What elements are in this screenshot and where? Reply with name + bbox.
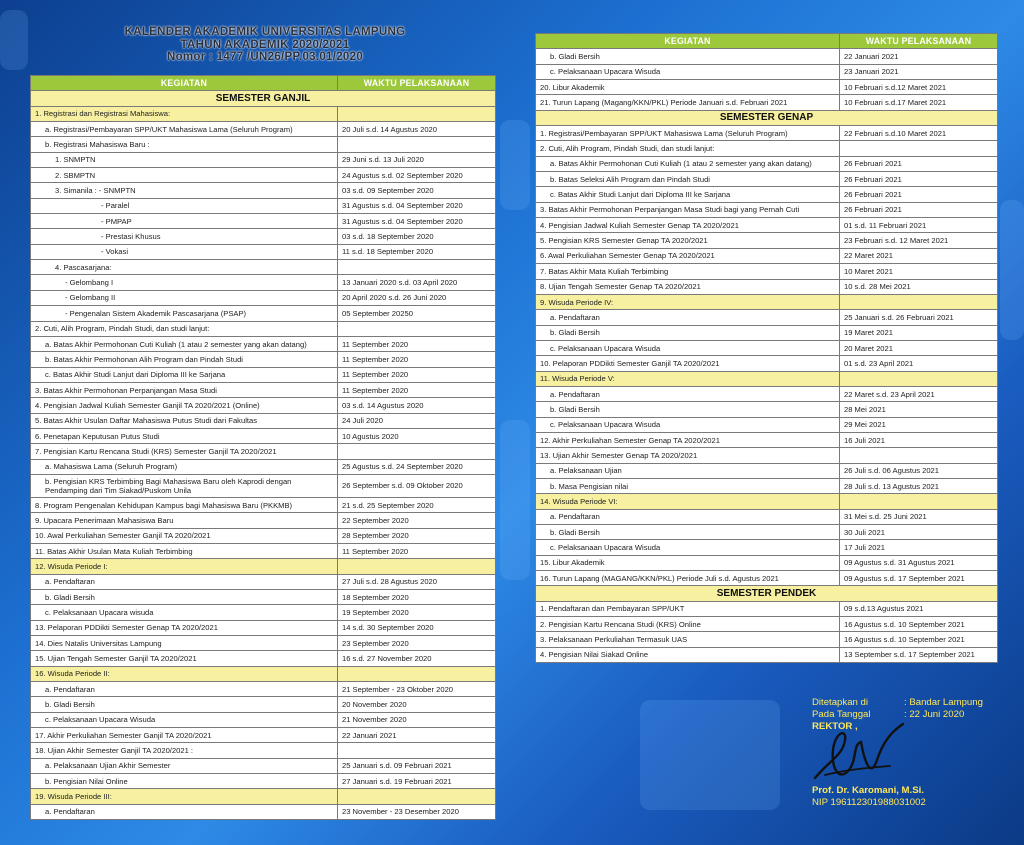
activity-cell: 6. Penetapan Keputusan Putus Studi — [31, 428, 338, 443]
activity-cell: b. Registrasi Mahasiswa Baru : — [31, 137, 338, 152]
table-row — [31, 306, 496, 321]
date-cell — [840, 294, 998, 309]
date-cell: 22 Maret 2021 — [840, 248, 998, 263]
date-cell: 22 September 2020 — [338, 513, 496, 528]
table-row — [31, 367, 496, 382]
activity-cell: c. Pelaksanaan Upacara Wisuda — [31, 712, 338, 727]
activity-cell: 15. Libur Akademik — [536, 555, 840, 570]
date-cell — [840, 494, 998, 509]
activity-cell: c. Pelaksanaan Upacara wisuda — [31, 605, 338, 620]
date-cell: 26 Februari 2021 — [840, 172, 998, 187]
background-tile — [640, 700, 780, 810]
date-cell — [338, 321, 496, 336]
table-row — [536, 601, 998, 616]
date-cell: 03 s.d. 14 Agustus 2020 — [338, 398, 496, 413]
date-cell: 26 Februari 2021 — [840, 187, 998, 202]
date-cell: 09 Agustus s.d. 31 Agustus 2021 — [840, 555, 998, 570]
activity-cell: 13. Ujian Akhir Semester Genap TA 2020/2021 — [536, 448, 840, 463]
activity-cell: b. Pengisian Nilai Online — [31, 774, 338, 789]
table-row — [31, 122, 496, 137]
table-row — [31, 336, 496, 351]
table-row — [31, 168, 496, 183]
semester-heading-row — [31, 91, 496, 106]
date-cell: 18 September 2020 — [338, 590, 496, 605]
table-row — [31, 728, 496, 743]
date-cell: 11 September 2020 — [338, 367, 496, 382]
date-cell: 17 Juli 2021 — [840, 540, 998, 555]
activity-cell: 9. Wisuda Periode IV: — [536, 294, 840, 309]
activity-cell: 15. Ujian Tengah Semester Ganjil TA 2020/2021 — [31, 651, 338, 666]
date-cell — [338, 444, 496, 459]
date-cell: 21 November 2020 — [338, 712, 496, 727]
table-row — [31, 352, 496, 367]
table-row — [536, 279, 998, 294]
activity-cell: 1. Registrasi/Pembayaran SPP/UKT Mahasiswa Lama (Seluruh Program) — [536, 126, 840, 141]
rector-block — [812, 785, 926, 809]
date-cell: 20 Maret 2021 — [840, 340, 998, 355]
table-row — [536, 509, 998, 524]
date-cell: 31 Mei s.d. 25 Juni 2021 — [840, 509, 998, 524]
date-cell: 31 Agustus s.d. 04 September 2020 — [338, 214, 496, 229]
table-row — [536, 172, 998, 187]
table-row — [31, 152, 496, 167]
date-cell: 28 September 2020 — [338, 528, 496, 543]
date-cell: 21 September - 23 Oktober 2020 — [338, 682, 496, 697]
semester-heading: SEMESTER GANJIL — [31, 91, 496, 106]
activity-cell: c. Pelaksanaan Upacara Wisuda — [536, 417, 840, 432]
activity-cell: a. Pendaftaran — [536, 310, 840, 325]
background-tile — [1000, 200, 1024, 340]
date-cell — [338, 106, 496, 121]
activity-cell: a. Pendaftaran — [536, 509, 840, 524]
activity-cell: 14. Dies Natalis Universitas Lampung — [31, 636, 338, 651]
table-row — [31, 244, 496, 259]
date-cell: 10 Februari s.d.17 Maret 2021 — [840, 95, 998, 110]
table-header-row — [31, 76, 496, 91]
activity-cell: b. Gladi Bersih — [536, 325, 840, 340]
activity-cell: c. Pelaksanaan Upacara Wisuda — [536, 64, 840, 79]
table-row — [536, 156, 998, 171]
activity-cell: b. Gladi Bersih — [31, 697, 338, 712]
semester-heading: SEMESTER GENAP — [536, 110, 998, 125]
activity-cell: c. Batas Akhir Studi Lanjut dari Diploma III ke Sarjana — [31, 367, 338, 382]
table-row — [31, 459, 496, 474]
activity-cell: 4. Pengisian Nilai Siakad Online — [536, 647, 840, 662]
date-cell: 26 Juli s.d. 06 Agustus 2021 — [840, 463, 998, 478]
background-tile — [500, 120, 530, 210]
date-cell: 24 Agustus s.d. 02 September 2020 — [338, 168, 496, 183]
date-cell: 01 s.d. 11 Februari 2021 — [840, 218, 998, 233]
date-cell: 31 Agustus s.d. 04 September 2020 — [338, 198, 496, 213]
table-row — [536, 571, 998, 586]
handwritten-signature-icon — [805, 720, 915, 790]
table-row — [31, 666, 496, 681]
table-row — [31, 620, 496, 635]
date-cell: 28 Mei 2021 — [840, 402, 998, 417]
activity-cell: - Prestasi Khusus — [31, 229, 338, 244]
activity-cell: 9. Upacara Penerimaan Mahasiswa Baru — [31, 513, 338, 528]
activity-cell: 5. Batas Akhir Usulan Daftar Mahasiswa Putus Studi dari Fakultas — [31, 413, 338, 428]
table-row — [536, 494, 998, 509]
date-cell: 27 Januari s.d. 19 Februari 2021 — [338, 774, 496, 789]
activity-cell: 3. Pelaksanaan Perkuliahan Termasuk UAS — [536, 632, 840, 647]
date-cell: 10 Maret 2021 — [840, 264, 998, 279]
activity-cell: 10. Pelaporan PDDikti Semester Ganjil TA 2020/2021 — [536, 356, 840, 371]
date-cell — [840, 448, 998, 463]
activity-cell: - Vokasi — [31, 244, 338, 259]
table-row — [31, 774, 496, 789]
date-cell: 19 Maret 2021 — [840, 325, 998, 340]
activity-cell: 8. Ujian Tengah Semester Genap TA 2020/2021 — [536, 279, 840, 294]
table-row — [31, 474, 496, 497]
table-row — [536, 540, 998, 555]
rector-role: REKTOR , — [812, 721, 858, 732]
table-row — [536, 49, 998, 64]
date-cell: 30 Juli 2021 — [840, 525, 998, 540]
activity-cell: a. Pelaksanaan Ujian — [536, 463, 840, 478]
date-cell — [338, 559, 496, 574]
table-row — [31, 290, 496, 305]
date-cell: 29 Mei 2021 — [840, 417, 998, 432]
activity-cell: 18. Ujian Akhir Semester Ganjil TA 2020/2021 : — [31, 743, 338, 758]
activity-cell: 20. Libur Akademik — [536, 80, 840, 95]
activity-cell: 4. Pengisian Jadwal Kuliah Semester Genap TA 2020/2021 — [536, 218, 840, 233]
table-row — [31, 528, 496, 543]
activity-cell: - Gelombang I — [31, 275, 338, 290]
table-row — [536, 141, 998, 156]
table-header-row — [536, 34, 998, 49]
table-row — [31, 214, 496, 229]
date-cell: 27 Juli s.d. 28 Agustus 2020 — [338, 574, 496, 589]
table-row — [31, 697, 496, 712]
date-cell: 28 Juli s.d. 13 Agustus 2021 — [840, 478, 998, 493]
table-row — [536, 325, 998, 340]
date-cell: 10 Agustus 2020 — [338, 428, 496, 443]
date-cell: 01 s.d. 23 April 2021 — [840, 356, 998, 371]
table-row — [31, 682, 496, 697]
place-value: : Bandar Lampung — [904, 697, 983, 708]
date-cell — [840, 371, 998, 386]
activity-cell: b. Batas Seleksi Alih Program dan Pindah Studi — [536, 172, 840, 187]
date-cell: 22 Januari 2021 — [338, 728, 496, 743]
table-row — [31, 413, 496, 428]
column-header-time: WAKTU PELAKSANAAN — [338, 76, 496, 91]
date-cell: 20 Juli s.d. 14 Agustus 2020 — [338, 122, 496, 137]
activity-cell: 2. Cuti, Alih Program, Pindah Studi, dan studi lanjut: — [31, 321, 338, 336]
date-cell: 24 Juli 2020 — [338, 413, 496, 428]
date-cell: 10 s.d. 28 Mei 2021 — [840, 279, 998, 294]
activity-cell: 16. Wisuda Periode II: — [31, 666, 338, 681]
table-row — [536, 340, 998, 355]
date-cell: 29 Juni s.d. 13 Juli 2020 — [338, 152, 496, 167]
table-row — [536, 310, 998, 325]
date-value: : 22 Juni 2020 — [904, 709, 965, 720]
table-row — [31, 605, 496, 620]
date-cell: 26 Februari 2021 — [840, 156, 998, 171]
table-row — [536, 233, 998, 248]
table-row — [536, 463, 998, 478]
date-cell: 09 Agustus s.d. 17 September 2021 — [840, 571, 998, 586]
table-row — [536, 647, 998, 662]
header-academic-year: TAHUN AKADEMIK 2020/2021 — [180, 38, 350, 51]
date-cell: 11 September 2020 — [338, 382, 496, 397]
table-row — [31, 636, 496, 651]
activity-cell: 17. Akhir Perkuliahan Semester Ganjil TA 2020/2021 — [31, 728, 338, 743]
table-row — [536, 356, 998, 371]
date-cell: 05 September 20250 — [338, 306, 496, 321]
date-cell: 16 Agustus s.d. 10 September 2021 — [840, 632, 998, 647]
date-cell: 03 s.d. 09 September 2020 — [338, 183, 496, 198]
date-cell: 19 September 2020 — [338, 605, 496, 620]
table-row — [536, 202, 998, 217]
date-cell: 03 s.d. 18 September 2020 — [338, 229, 496, 244]
date-cell — [338, 743, 496, 758]
background-tile — [500, 420, 530, 580]
table-row — [536, 432, 998, 447]
activity-cell: a. Batas Akhir Permohonan Cuti Kuliah (1 atau 2 semester yang akan datang) — [536, 156, 840, 171]
date-cell: 13 September s.d. 17 September 2021 — [840, 647, 998, 662]
background-tile — [0, 10, 28, 70]
calendar-table-left — [30, 75, 496, 820]
table-row — [31, 444, 496, 459]
date-cell: 14 s.d. 30 September 2020 — [338, 620, 496, 635]
activity-cell: 6. Awal Perkuliahan Semester Genap TA 2020/2021 — [536, 248, 840, 263]
date-cell — [338, 666, 496, 681]
table-row — [31, 543, 496, 558]
activity-cell: 10. Awal Perkuliahan Semester Ganjil TA 2020/2021 — [31, 528, 338, 543]
table-row — [536, 294, 998, 309]
column-header-activity: KEGIATAN — [31, 76, 338, 91]
activity-cell: c. Pelaksanaan Upacara Wisuda — [536, 540, 840, 555]
document-header — [30, 26, 500, 64]
table-row — [536, 64, 998, 79]
date-cell: 22 Januari 2021 — [840, 49, 998, 64]
activity-cell: 8. Program Pengenalan Kehidupan Kampus bagi Mahasiswa Baru (PKKMB) — [31, 497, 338, 512]
activity-cell: 4. Pascasarjana: — [31, 260, 338, 275]
table-row — [31, 804, 496, 819]
date-cell: 21 s.d. 25 September 2020 — [338, 497, 496, 512]
activity-cell: 12. Akhir Perkuliahan Semester Genap TA 2020/2021 — [536, 432, 840, 447]
date-cell: 16 s.d. 27 November 2020 — [338, 651, 496, 666]
date-cell — [840, 141, 998, 156]
activity-cell: a. Pendaftaran — [536, 386, 840, 401]
activity-cell: 2. SBMPTN — [31, 168, 338, 183]
table-row — [31, 743, 496, 758]
table-row — [536, 95, 998, 110]
activity-cell: - Gelombang II — [31, 290, 338, 305]
date-cell: 20 April 2020 s.d. 26 Juni 2020 — [338, 290, 496, 305]
activity-cell: 19. Wisuda Periode III: — [31, 789, 338, 804]
header-number: Nomor : 1477 /UN26/PP.03.01/2020 — [166, 51, 364, 63]
activity-cell: a. Pendaftaran — [31, 804, 338, 819]
table-row — [536, 187, 998, 202]
activity-cell: 11. Batas Akhir Usulan Mata Kuliah Terbimbing — [31, 543, 338, 558]
header-title: KALENDER AKADEMIK UNIVERSITAS LAMPUNG — [124, 26, 406, 38]
activity-cell: 2. Pengisian Kartu Rencana Studi (KRS) Online — [536, 617, 840, 632]
date-cell: 25 Agustus s.d. 24 September 2020 — [338, 459, 496, 474]
column-header-activity: KEGIATAN — [536, 34, 840, 49]
table-row — [31, 513, 496, 528]
date-cell: 11 September 2020 — [338, 543, 496, 558]
table-row — [536, 402, 998, 417]
activity-cell: 12. Wisuda Periode I: — [31, 559, 338, 574]
activity-cell: - Paralel — [31, 198, 338, 213]
date-cell: 20 November 2020 — [338, 697, 496, 712]
semester-heading: SEMESTER PENDEK — [536, 586, 998, 601]
date-cell — [338, 260, 496, 275]
date-cell: 23 November - 23 Desember 2020 — [338, 804, 496, 819]
date-cell: 25 Januari s.d. 26 Februari 2021 — [840, 310, 998, 325]
table-row — [536, 525, 998, 540]
table-row — [31, 260, 496, 275]
date-cell: 11 September 2020 — [338, 336, 496, 351]
table-row — [536, 417, 998, 432]
table-row — [31, 712, 496, 727]
date-cell: 26 Februari 2021 — [840, 202, 998, 217]
activity-cell: 3. Batas Akhir Permohonan Perpanjangan Masa Studi — [31, 382, 338, 397]
activity-cell: 3. Simanila : - SNMPTN — [31, 183, 338, 198]
table-row — [536, 218, 998, 233]
table-row — [536, 632, 998, 647]
activity-cell: a. Pelaksanaan Ujian Akhir Semester — [31, 758, 338, 773]
table-row — [31, 198, 496, 213]
activity-cell: b. Gladi Bersih — [536, 49, 840, 64]
activity-cell: b. Pengisian KRS Terbimbing Bagi Mahasiswa Baru oleh Kaprodi dengan Pendamping dari Tim Siakad/Puskom Unila — [31, 474, 338, 497]
table-row — [31, 106, 496, 121]
table-row — [31, 590, 496, 605]
date-cell: 16 Juli 2021 — [840, 432, 998, 447]
table-row — [31, 183, 496, 198]
activity-cell: - PMPAP — [31, 214, 338, 229]
calendar-table-right — [535, 33, 998, 663]
date-cell: 13 Januari 2020 s.d. 03 April 2020 — [338, 275, 496, 290]
activity-cell: c. Pelaksanaan Upacara Wisuda — [536, 340, 840, 355]
table-row — [536, 617, 998, 632]
table-row — [31, 382, 496, 397]
date-cell: 22 Februari s.d.10 Maret 2021 — [840, 126, 998, 141]
activity-cell: b. Gladi Bersih — [536, 525, 840, 540]
table-row — [31, 651, 496, 666]
date-cell: 25 Januari s.d. 09 Februari 2021 — [338, 758, 496, 773]
activity-cell: 1. SNMPTN — [31, 152, 338, 167]
semester-heading-row — [536, 586, 998, 601]
date-label: Pada Tanggal — [812, 709, 871, 720]
table-row — [31, 758, 496, 773]
activity-cell: a. Mahasiswa Lama (Seluruh Program) — [31, 459, 338, 474]
activity-cell: 3. Batas Akhir Permohonan Perpanjangan Masa Studi bagi yang Pernah Cuti — [536, 202, 840, 217]
table-row — [536, 371, 998, 386]
date-cell: 23 September 2020 — [338, 636, 496, 651]
table-row — [31, 574, 496, 589]
activity-cell: 13. Pelaporan PDDikti Semester Genap TA 2020/2021 — [31, 620, 338, 635]
table-row — [536, 555, 998, 570]
activity-cell: 4. Pengisian Jadwal Kuliah Semester Ganjil TA 2020/2021 (Online) — [31, 398, 338, 413]
activity-cell: 2. Cuti, Alih Program, Pindah Studi, dan studi lanjut: — [536, 141, 840, 156]
activity-cell: b. Gladi Bersih — [31, 590, 338, 605]
activity-cell: 16. Turun Lapang (MAGANG/KKN/PKL) Periode Juli s.d. Agustus 2021 — [536, 571, 840, 586]
date-cell: 23 Januari 2021 — [840, 64, 998, 79]
date-cell: 22 Maret s.d. 23 April 2021 — [840, 386, 998, 401]
rector-nip: NIP 196112301988031002 — [812, 797, 926, 808]
place-label: Ditetapkan di — [812, 697, 868, 708]
activity-cell: a. Pendaftaran — [31, 682, 338, 697]
activity-cell: a. Batas Akhir Permohonan Cuti Kuliah (1 atau 2 semester yang akan datang) — [31, 336, 338, 351]
activity-cell: a. Pendaftaran — [31, 574, 338, 589]
activity-cell: b. Batas Akhir Permohonan Alih Program dan Pindah Studi — [31, 352, 338, 367]
date-cell: 11 s.d. 18 September 2020 — [338, 244, 496, 259]
table-row — [31, 275, 496, 290]
date-cell: 11 September 2020 — [338, 352, 496, 367]
activity-cell: 21. Turun Lapang (Magang/KKN/PKL) Periode Januari s.d. Februari 2021 — [536, 95, 840, 110]
table-row — [31, 137, 496, 152]
column-header-time: WAKTU PELAKSANAAN — [840, 34, 998, 49]
table-row — [31, 559, 496, 574]
date-cell: 23 Februari s.d. 12 Maret 2021 — [840, 233, 998, 248]
table-row — [536, 478, 998, 493]
table-row — [31, 497, 496, 512]
activity-cell: 14. Wisuda Periode VI: — [536, 494, 840, 509]
activity-cell: 5. Pengisian KRS Semester Genap TA 2020/2021 — [536, 233, 840, 248]
activity-cell: 1. Registrasi dan Registrasi Mahasiswa: — [31, 106, 338, 121]
rector-name: Prof. Dr. Karomani, M.Si. — [812, 785, 924, 796]
table-row — [536, 248, 998, 263]
date-cell: 09 s.d.13 Agustus 2021 — [840, 601, 998, 616]
activity-cell: a. Registrasi/Pembayaran SPP/UKT Mahasiswa Lama (Seluruh Program) — [31, 122, 338, 137]
date-cell — [338, 137, 496, 152]
table-row — [536, 386, 998, 401]
activity-cell: c. Batas Akhir Studi Lanjut dari Diploma III ke Sarjana — [536, 187, 840, 202]
table-row — [536, 80, 998, 95]
activity-cell: b. Masa Pengisian nilai — [536, 478, 840, 493]
table-row — [536, 126, 998, 141]
semester-heading-row — [536, 110, 998, 125]
table-row — [536, 448, 998, 463]
activity-cell: 1. Pendaftaran dan Pembayaran SPP/UKT — [536, 601, 840, 616]
date-cell: 16 Agustus s.d. 10 September 2021 — [840, 617, 998, 632]
date-cell: 10 Februari s.d.12 Maret 2021 — [840, 80, 998, 95]
table-row — [31, 321, 496, 336]
activity-cell: 7. Batas Akhir Mata Kuliah Terbimbing — [536, 264, 840, 279]
activity-cell: 11. Wisuda Periode V: — [536, 371, 840, 386]
table-row — [31, 789, 496, 804]
date-cell: 26 September s.d. 09 Oktober 2020 — [338, 474, 496, 497]
table-row — [31, 428, 496, 443]
table-row — [31, 398, 496, 413]
table-row — [536, 264, 998, 279]
activity-cell: b. Gladi Bersih — [536, 402, 840, 417]
date-cell — [338, 789, 496, 804]
activity-cell: 7. Pengisian Kartu Rencana Studi (KRS) Semester Ganjil TA 2020/2021 — [31, 444, 338, 459]
table-row — [31, 229, 496, 244]
activity-cell: - Pengenalan Sistem Akademik Pascasarjana (PSAP) — [31, 306, 338, 321]
